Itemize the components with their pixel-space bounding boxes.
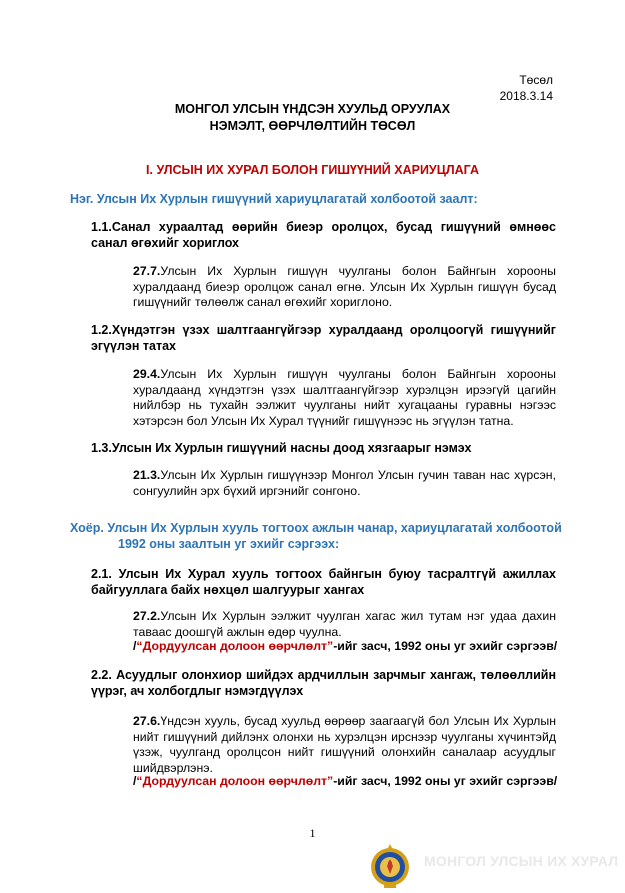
item-heading-1-3: [91, 440, 556, 456]
watermark: МОНГОЛ УЛСЫН ИХ ХУРАЛ: [424, 853, 619, 869]
draft-meta: [500, 72, 553, 104]
item-number: 1.1.: [91, 220, 112, 234]
item-number: 2.1.: [91, 567, 112, 581]
restoration-note-2: [133, 774, 563, 790]
article-27-7: [133, 264, 556, 311]
item-heading-2-2: [91, 667, 556, 699]
article-text: Улсын Их Хурлын ээлжит чуулган хагас жил тутам нэг удаа дахин таваас доошгүй ажлын өдөр чуулна.: [133, 609, 556, 639]
article-21-3: [133, 468, 556, 499]
item-title: Улсын Их Хурлын гишүүний насны доод хязгаарыг нэмэх: [111, 441, 472, 455]
state-emblem-icon: [366, 842, 414, 888]
item-heading-1-1: [91, 219, 556, 251]
item-title: Асуудлыг олонхиор шийдэх ардчиллын зарчмыг хангаж, төлөөллийн үүрэг, ач холбогдлыг нэмэгдүүлэх: [91, 668, 556, 698]
item-number: 1.2.: [91, 323, 112, 337]
item-number: 1.3.: [91, 441, 112, 455]
page-number: 1: [309, 826, 316, 840]
article-number: 29.4.: [133, 367, 161, 381]
draft-status: Төсөл: [519, 73, 553, 87]
part-heading-2: [70, 520, 560, 552]
item-title: Улсын Их Хурал хууль тогтоох байнгын буюу тасралтгүй ажиллах байгууллага байх нөхцөл шалгуурыг хангах: [91, 567, 556, 597]
article-number: 21.3.: [133, 468, 161, 482]
document-title: [0, 101, 625, 135]
article-number: 27.2.: [133, 609, 161, 623]
title-line-1: МОНГОЛ УЛСЫН ҮНДСЭН ХУУЛЬД ОРУУЛАХ: [174, 102, 451, 116]
note-quote: “Дордуулсан долоон өөрчлөлт”: [136, 774, 334, 788]
article-text: Улсын Их Хурлын гишүүнээр Монгол Улсын гучин таван нас хүрсэн, сонгуулийн эрх бүхий иргэнийг сонгоно.: [133, 468, 556, 498]
article-text: Улсын Их Хурлын гишүүн чуулганы болон Байнгын хорооны хуралдаанд биеэр оролцож санал өгнө. Улсын Их Хурлын гишүүн бусад гишүүнийг төлөөлж санал өгөхийг хориглоно.: [133, 264, 556, 309]
item-number: 2.2.: [91, 668, 112, 682]
restoration-note-1: [133, 639, 563, 655]
item-title: Хүндэтгэн үзэх шалтгаангүйгээр хуралдаанд оролцоогүй гишүүнийг эгүүлэн татах: [91, 323, 556, 353]
article-29-4: [133, 367, 556, 429]
note-suffix: -ийг засч, 1992 оны уг эхийг сэргээв/: [333, 639, 558, 653]
section-heading: I. УЛСЫН ИХ ХУРАЛ БОЛОН ГИШҮҮНИЙ ХАРИУЦЛАГА: [146, 163, 479, 177]
part-heading-line-1: Хоёр. Улсын Их Хурлын хууль тогтоох ажлын чанар, хариуцлагатай холбоотой: [70, 521, 562, 535]
article-number: 27.6.: [133, 714, 161, 728]
article-text: Үндсэн хууль, бусад хуульд өөрөөр заагаагүй бол Улсын Их Хурлын нийт гишүүний дийлэнх олонхи нь хурэлцэн ирснээр чуулганы хүчинтэйд үзэж, чуулганд оролцсон нийт гишүүний олонхийн саналаар асуудлыг шийдвэрлэнэ.: [133, 714, 556, 775]
draft-date: 2018.3.14: [499, 89, 553, 103]
note-prefix: /: [133, 774, 137, 788]
item-title: Санал хураалтад өөрийн биеэр оролцох, бусад гишүүний өмнөөс санал өгөхийг хориглох: [91, 220, 556, 250]
article-27-6: [133, 714, 556, 776]
note-prefix: /: [133, 639, 137, 653]
article-number: 27.7.: [133, 264, 161, 278]
title-line-2: НЭМЭЛТ, ӨӨРЧЛӨЛТИЙН ТӨСӨЛ: [209, 119, 416, 133]
part-heading-line-2: 1992 оны заалтын уг эхийг сэргээх:: [118, 537, 340, 551]
item-heading-2-1: [91, 566, 556, 598]
article-27-2: [133, 609, 556, 640]
item-heading-1-2: [91, 322, 556, 354]
part-heading-1: Нэг. Улсын Их Хурлын гишүүний хариуцлагатай холбоотой заалт:: [70, 192, 478, 206]
note-suffix: -ийг засч, 1992 оны уг эхийг сэргээв/: [333, 774, 558, 788]
article-text: Улсын Их Хурлын гишүүн чуулганы болон Байнгын хорооны хуралдаанд хүндэтгэн үзэх шалтгаангүйгээр хурэлцэн ирээгүй цагийн нийлбэр нь тухайн ээлжит чуулганы нийт хугацааны гуравны нэгээс хэтэрсэн бол Улсын Их Хурал түүнийг гишүүнээс нь эгүүлэн татна.: [133, 367, 556, 428]
note-quote: “Дордуулсан долоон өөрчлөлт”: [136, 639, 334, 653]
